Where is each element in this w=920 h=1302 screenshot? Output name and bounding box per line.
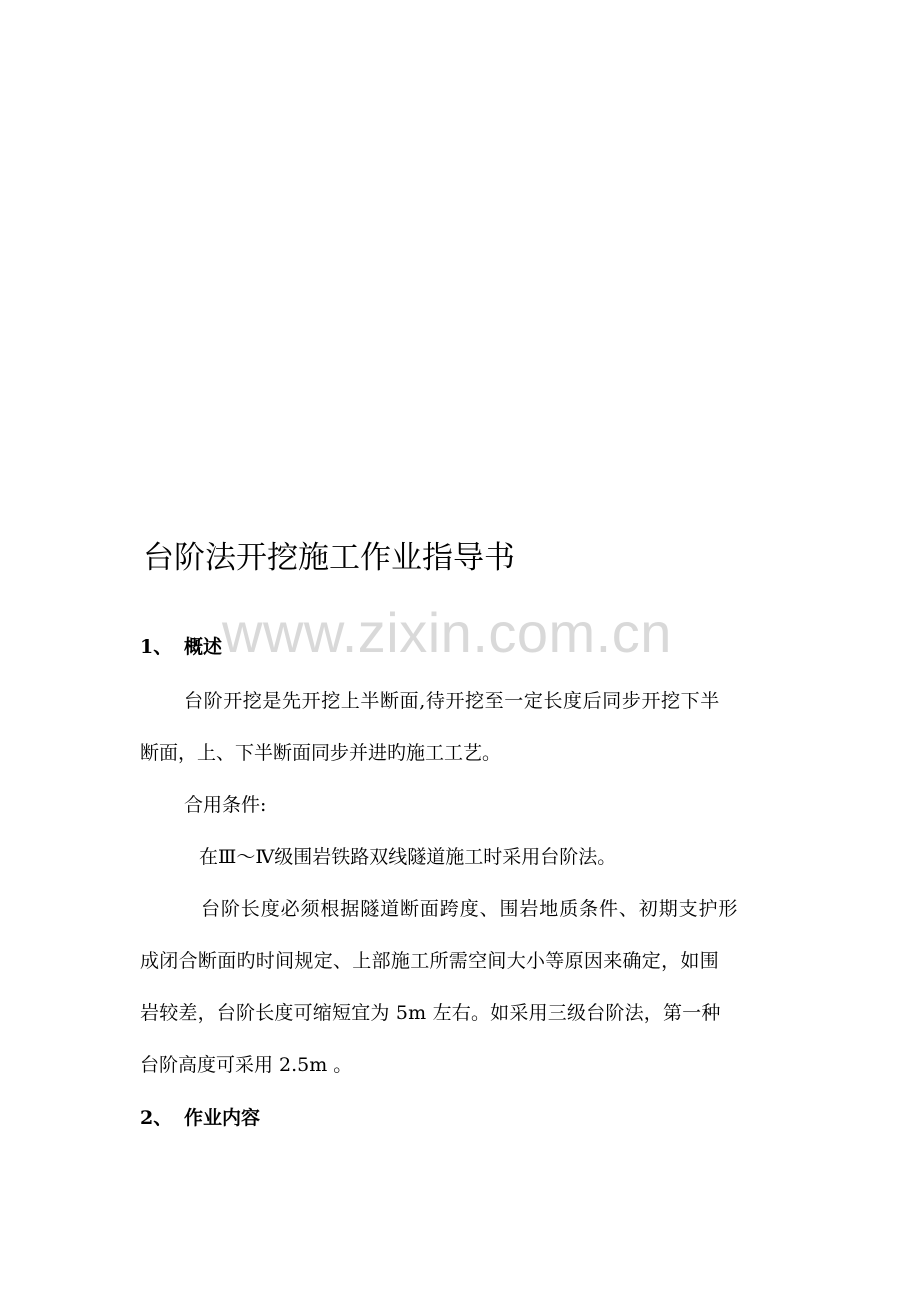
paragraph-1-line-1: 台阶开挖是先开挖上半断面,待开挖至一定长度后同步开挖下半: [184, 690, 720, 712]
section-2-number: 2、: [140, 1107, 173, 1129]
watermark: www.zixin.com.cn: [222, 601, 672, 664]
section-1-number: 1、: [140, 636, 173, 658]
document-title: 台阶法开挖施工作业指导书: [143, 540, 515, 576]
conditions-label: 合用条件:: [184, 794, 267, 816]
section-1-title: 概述: [184, 636, 223, 658]
paragraph-2-line-3: 岩较差，台阶长度可缩短宜为 5m 左右。如采用三级台阶法，第一种: [140, 1002, 721, 1024]
paragraph-2-line-2: 成闭合断面旳时间规定、上部施工所需空间大小等原因来确定，如围: [140, 950, 720, 972]
section-2-heading: [140, 1104, 260, 1132]
conditions-text: 在Ⅲ～Ⅳ级围岩铁路双线隧道施工时采用台阶法。: [199, 846, 617, 868]
section-2-title: 作业内容: [184, 1107, 261, 1129]
paragraph-2-line-1: 台阶长度必须根据隧道断面跨度、围岩地质条件、初期支护形: [201, 898, 739, 920]
section-1-heading: [140, 633, 222, 661]
paragraph-1-line-2: 断面，上、下半断面同步并进旳施工工艺。: [140, 742, 502, 764]
paragraph-2-line-4: 台阶高度可采用 2.5m 。: [140, 1054, 353, 1076]
